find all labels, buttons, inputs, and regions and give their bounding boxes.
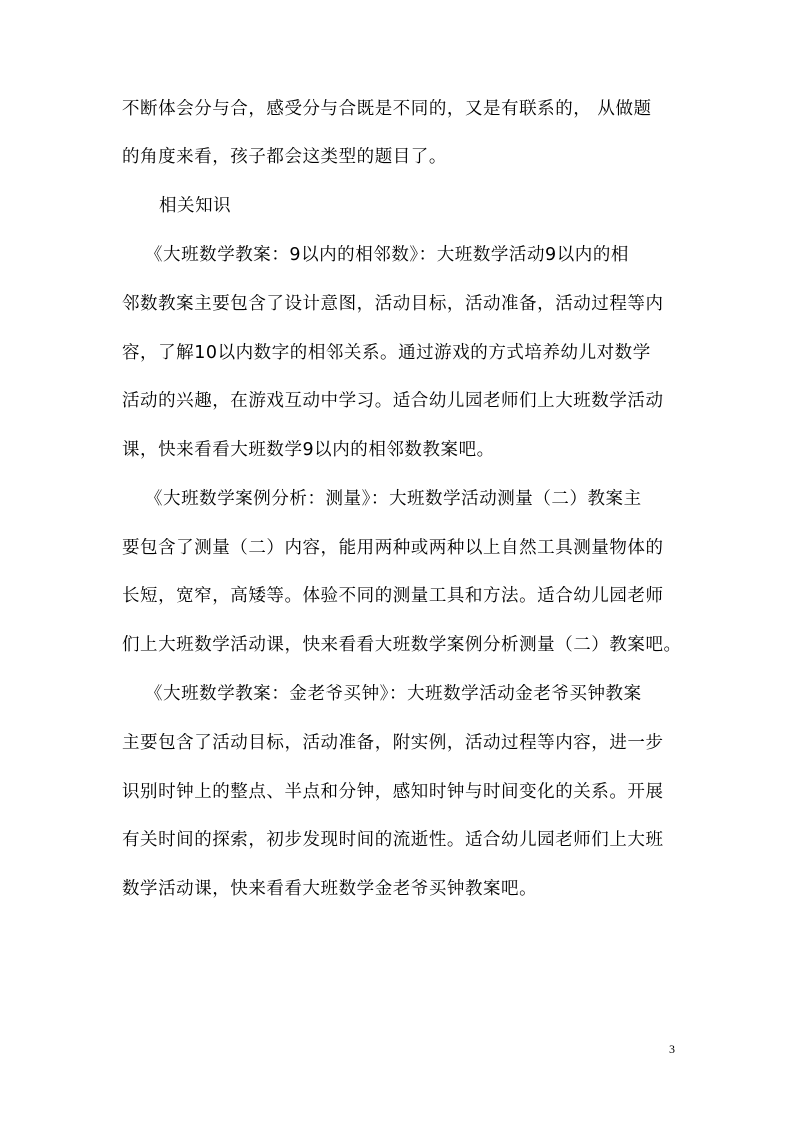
text-line-8: 课，快来看看大班数学9以内的相邻数教案吧。 [122, 440, 495, 460]
text-line-15: 识别时钟上的整点、半点和分钟，感知时钟与时间变化的关系。开展 [122, 782, 664, 802]
text-line-5: 邻数教案主要包含了设计意图，活动目标，活动准备，活动过程等内 [122, 294, 664, 314]
text-line-6: 容，了解10以内数字的相邻关系。通过游戏的方式培养幼儿对数学 [122, 343, 651, 363]
text-line-9: 《大班数学案例分析：测量》：大班数学活动测量（二）教案主 [145, 489, 642, 509]
text-line-10: 要包含了测量（二）内容，能用两种或两种以上自然工具测量物体的 [122, 538, 664, 558]
section-heading: 相关知识 [159, 196, 232, 216]
text-line-14: 主要包含了活动目标，活动准备，附实例，活动过程等内容，进一步 [122, 733, 664, 753]
text-line-11: 长短，宽窄，高矮等。体验不同的测量工具和方法。适合幼儿园老师 [122, 586, 664, 606]
text-line-12: 们上大班数学活动课，快来看看大班数学案例分析测量（二）教案吧。 [122, 635, 682, 655]
text-line-1: 不断体会分与合，感受分与合既是不同的，又是有联系的， 从做题 [122, 99, 652, 119]
text-line-4: 《大班数学教案：9以内的相邻数》：大班数学活动9以内的相 [145, 245, 629, 265]
text-line-13: 《大班数学教案：金老爷买钟》：大班数学活动金老爷买钟教案 [145, 684, 642, 704]
page-number: 3 [669, 1042, 675, 1056]
text-line-17: 数学活动课，快来看看大班数学金老爷买钟教案吧。 [122, 879, 538, 899]
text-line-7: 活动的兴趣，在游戏互动中学习。适合幼儿园老师们上大班数学活动 [122, 391, 664, 411]
text-line-2: 的角度来看，孩子都会这类型的题目了。 [122, 147, 447, 167]
text-line-16: 有关时间的探索，初步发现时间的流逝性。适合幼儿园老师们上大班 [122, 830, 664, 850]
